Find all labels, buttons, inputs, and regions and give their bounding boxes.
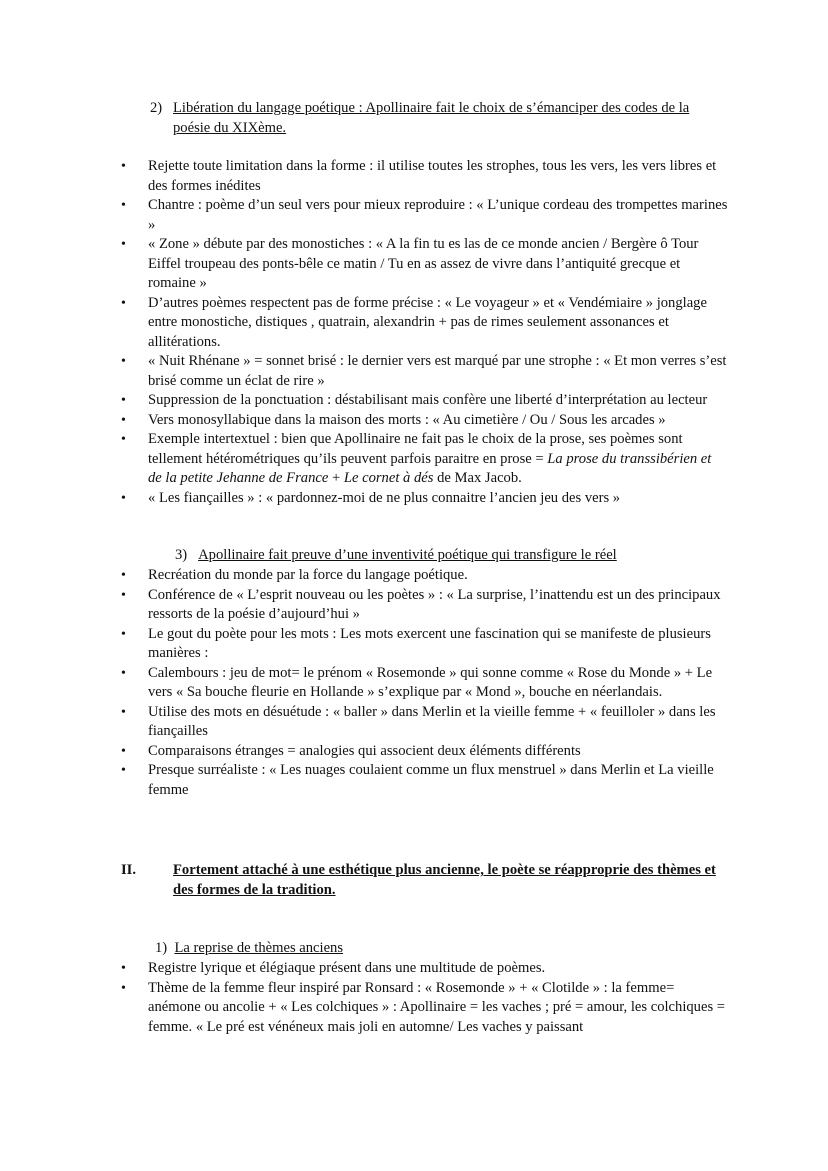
bullet-icon: • xyxy=(121,961,126,976)
list-item: • Rejette toute limitation dans la forme : il utilise toutes les strophes, tous les vers, les vers libres et des formes inédites xyxy=(121,158,717,194)
bullet-icon: • xyxy=(121,743,126,759)
bullet-icon: • xyxy=(121,665,126,681)
subsection-title: Libération du langage poétique : Apollinaire fait le choix de s’émanciper des codes de la poésie du XIXème. xyxy=(173,100,690,136)
bullet-icon: • xyxy=(121,237,126,252)
subsection-1-heading xyxy=(155,939,715,959)
bullet-list-themes xyxy=(0,959,828,1037)
bullet-icon: • xyxy=(121,159,126,174)
bullet-icon: • xyxy=(121,568,126,583)
list-item: • Recréation du monde par la force du langage poétique. xyxy=(0,566,728,586)
subsection-number: 2) xyxy=(150,100,163,116)
part-number: II. xyxy=(121,862,137,878)
bullet-icon: • xyxy=(121,393,126,408)
list-item: • Presque surréaliste : « Les nuages coulaient comme un flux menstruel » dans Merlin et La vieille femme xyxy=(121,762,714,798)
list-item: • Conférence de « L’esprit nouveau ou les poètes » : « La surprise, l’inattendu est un des principaux ressorts de la poésie d’aujourd’hui » xyxy=(121,586,721,622)
bullet-list-form xyxy=(0,157,828,508)
list-item: • Le gout du poète pour les mots : Les mots exercent une fascination qui se manifeste de plusieurs manières : xyxy=(121,625,711,661)
list-item: • « Les fiançailles » : « pardonnez-moi de ne plus connaitre l’ancien jeu des vers » xyxy=(0,489,728,509)
list-item: • D’autres poèmes respectent pas de forme précise : « Le voyageur » et « Vendémiaire » jonglage entre monostiche, distiques , quatrain, alexandrin + pas de rimes seulement assonances et allitérations. xyxy=(121,294,707,350)
list-item-intertext: • Exemple intertextuel : bien que Apollinaire ne fait pas le choix de la prose, ses poèmes sont tellement hétérométriques qu’ils peuvent parfois paraitre en prose = La prose du transsibérien et de la petite Jehanne de France + Le cornet à dés de Max Jacob. xyxy=(121,431,712,486)
bullet-icon: • xyxy=(121,587,126,603)
bullet-icon: • xyxy=(121,198,126,213)
subsection-3-heading xyxy=(175,546,735,566)
bullet-icon: • xyxy=(121,763,126,778)
bullet-icon: • xyxy=(121,432,126,447)
list-item: • Calembours : jeu de mot= le prénom « Rosemonde » qui sonne comme « Rose du Monde » + Le vers « Sa bouche fleurie en Hollande » s’explique par « Mond », bouche en néerlandais. xyxy=(121,664,713,700)
list-item: • Comparaisons étranges = analogies qui associent deux éléments différents xyxy=(0,742,728,762)
list-item: • Utilise des mots en désuétude : « baller » dans Merlin et la vieille femme + « feuilloler » dans les fiançailles xyxy=(121,703,716,739)
bullet-icon: • xyxy=(121,626,126,642)
list-item: • « Zone » débute par des monostiches : « A la fin tu es las de ce monde ancien / Bergère ô Tour Eiffel troupeau des ponts-bêle ce matin / Tu en as assez de vivre dans l’antiquité grecque et romaine » xyxy=(121,236,699,291)
subsection-title: Apollinaire fait preuve d’une inventivité poétique qui transfigure le réel xyxy=(198,547,617,563)
part-title: Fortement attaché à une esthétique plus ancienne, le poète se réapproprie des thèmes et des formes de la tradition. xyxy=(173,862,716,898)
list-item: • « Nuit Rhénane » = sonnet brisé : le dernier vers est marqué par une strophe : « Et mon verres s’est brisé comme un éclat de rire » xyxy=(121,353,727,389)
bullet-icon: • xyxy=(121,354,126,369)
list-item: • Chantre : poème d’un seul vers pour mieux reproduire : « L’unique cordeau des trompettes marines » xyxy=(121,197,728,233)
bullet-icon: • xyxy=(121,704,126,720)
list-item: • Suppression de la ponctuation : déstabilisant mais confère une liberté d’interprétation au lecteur xyxy=(0,391,728,411)
bullet-icon: • xyxy=(121,980,126,996)
list-item: • Vers monosyllabique dans la maison des morts : « Au cimetière / Ou / Sous les arcades » xyxy=(0,411,728,431)
subsection-number: 3) xyxy=(175,547,188,563)
subsection-title: La reprise de thèmes anciens xyxy=(174,940,344,956)
list-item: • Registre lyrique et élégiaque présent dans une multitude de poèmes. xyxy=(0,959,728,979)
bullet-icon: • xyxy=(121,412,126,428)
bullet-icon: • xyxy=(121,490,126,506)
list-item: • Thème de la femme fleur inspiré par Ronsard : « Rosemonde » + « Clotilde » : la femme= anémone ou ancolie + « Les colchiques » : Apollinaire = les vaches ; pré = amour, les colchiques = femme. « Le pré est vénéneux mais joli en automne/ Les vaches y paissant xyxy=(121,979,726,1035)
bullet-icon: • xyxy=(121,295,126,311)
subsection-number: 1) xyxy=(155,940,168,956)
bullet-list-inventivity xyxy=(0,566,828,800)
